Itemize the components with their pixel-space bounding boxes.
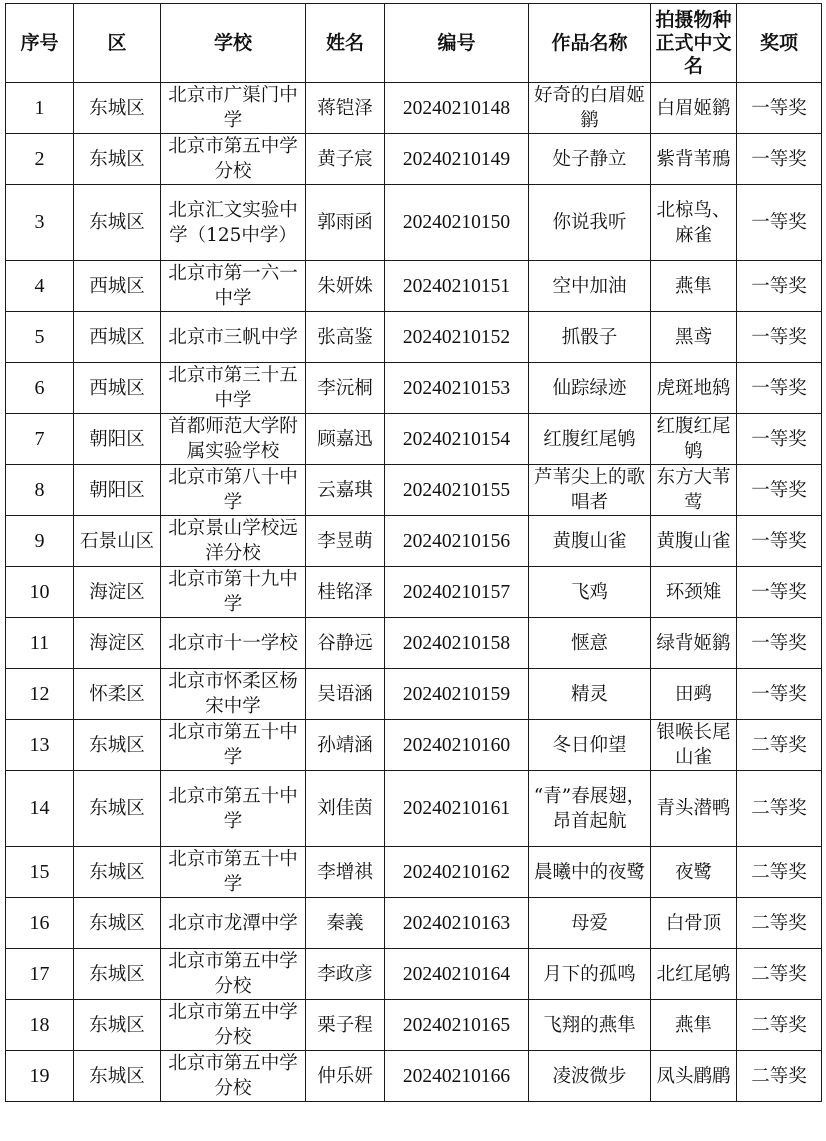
cell-name: 秦義 — [306, 898, 385, 949]
header-work-title: 作品名称 — [529, 4, 651, 83]
cell-school: 北京市第三十五中学 — [161, 363, 306, 414]
table-row — [6, 567, 822, 618]
cell-award: 一等奖 — [737, 414, 822, 465]
cell-award: 一等奖 — [737, 567, 822, 618]
cell-code: 20240210166 — [385, 1051, 529, 1102]
cell-index: 15 — [6, 847, 74, 898]
cell-work-title: “青”春展翅，昂首起航 — [529, 771, 651, 847]
header-district: 区 — [74, 4, 161, 83]
cell-index: 19 — [6, 1051, 74, 1102]
cell-district: 朝阳区 — [74, 414, 161, 465]
award-table — [5, 3, 822, 1102]
cell-code: 20240210150 — [385, 185, 529, 261]
cell-code: 20240210159 — [385, 669, 529, 720]
cell-work-title: 好奇的白眉姬鹟 — [529, 83, 651, 134]
cell-school: 北京市第五中学分校 — [161, 1051, 306, 1102]
cell-name: 李增祺 — [306, 847, 385, 898]
cell-award: 一等奖 — [737, 261, 822, 312]
cell-species: 燕隼 — [651, 261, 737, 312]
cell-code: 20240210161 — [385, 771, 529, 847]
cell-species: 北红尾鸲 — [651, 949, 737, 1000]
cell-work-title: 惬意 — [529, 618, 651, 669]
table-row — [6, 134, 822, 185]
cell-index: 14 — [6, 771, 74, 847]
cell-species: 东方大苇莺 — [651, 465, 737, 516]
cell-code: 20240210157 — [385, 567, 529, 618]
cell-code: 20240210160 — [385, 720, 529, 771]
cell-district: 西城区 — [74, 363, 161, 414]
cell-index: 7 — [6, 414, 74, 465]
cell-work-title: 仙踪绿迹 — [529, 363, 651, 414]
table-row — [6, 898, 822, 949]
cell-index: 16 — [6, 898, 74, 949]
cell-district: 东城区 — [74, 949, 161, 1000]
cell-work-title: 凌波微步 — [529, 1051, 651, 1102]
cell-work-title: 冬日仰望 — [529, 720, 651, 771]
cell-school: 北京市第五十中学 — [161, 771, 306, 847]
cell-code: 20240210152 — [385, 312, 529, 363]
cell-index: 1 — [6, 83, 74, 134]
cell-district: 西城区 — [74, 261, 161, 312]
cell-species: 燕隼 — [651, 1000, 737, 1051]
cell-district: 东城区 — [74, 771, 161, 847]
cell-name: 李政彦 — [306, 949, 385, 1000]
cell-award: 一等奖 — [737, 185, 822, 261]
header-school: 学校 — [161, 4, 306, 83]
cell-name: 李昱萌 — [306, 516, 385, 567]
cell-name: 仲乐妍 — [306, 1051, 385, 1102]
cell-name: 蒋铠泽 — [306, 83, 385, 134]
cell-species: 绿背姬鹟 — [651, 618, 737, 669]
cell-species: 白眉姬鹟 — [651, 83, 737, 134]
table-row — [6, 414, 822, 465]
cell-species: 凤头鹛鹛 — [651, 1051, 737, 1102]
cell-species: 北椋鸟、麻雀 — [651, 185, 737, 261]
cell-work-title: 空中加油 — [529, 261, 651, 312]
header-species: 拍摄物种正式中文名 — [651, 4, 737, 83]
cell-district: 东城区 — [74, 847, 161, 898]
cell-award: 一等奖 — [737, 618, 822, 669]
cell-award: 一等奖 — [737, 516, 822, 567]
cell-name: 李沅桐 — [306, 363, 385, 414]
table-row — [6, 771, 822, 847]
table-row — [6, 1051, 822, 1102]
cell-index: 3 — [6, 185, 74, 261]
cell-index: 6 — [6, 363, 74, 414]
cell-name: 吴语涵 — [306, 669, 385, 720]
cell-name: 云嘉琪 — [306, 465, 385, 516]
cell-index: 2 — [6, 134, 74, 185]
cell-species: 黑鸢 — [651, 312, 737, 363]
cell-species: 黄腹山雀 — [651, 516, 737, 567]
cell-code: 20240210148 — [385, 83, 529, 134]
cell-school: 北京市龙潭中学 — [161, 898, 306, 949]
header-award: 奖项 — [737, 4, 822, 83]
cell-name: 张高鉴 — [306, 312, 385, 363]
cell-district: 东城区 — [74, 898, 161, 949]
cell-district: 东城区 — [74, 83, 161, 134]
cell-school: 北京市广渠门中学 — [161, 83, 306, 134]
table-row — [6, 516, 822, 567]
cell-award: 一等奖 — [737, 312, 822, 363]
cell-school: 北京市第五中学分校 — [161, 949, 306, 1000]
cell-district: 东城区 — [74, 134, 161, 185]
cell-name: 顾嘉迅 — [306, 414, 385, 465]
cell-district: 西城区 — [74, 312, 161, 363]
cell-school: 北京市第八十中学 — [161, 465, 306, 516]
cell-name: 黄子宸 — [306, 134, 385, 185]
cell-district: 东城区 — [74, 1000, 161, 1051]
cell-code: 20240210163 — [385, 898, 529, 949]
cell-school: 北京市怀柔区杨宋中学 — [161, 669, 306, 720]
cell-school: 北京市第五中学分校 — [161, 1000, 306, 1051]
cell-name: 郭雨函 — [306, 185, 385, 261]
cell-work-title: 芦苇尖上的歌唱者 — [529, 465, 651, 516]
table-header-row — [6, 4, 822, 83]
cell-school: 首都师范大学附属实验学校 — [161, 414, 306, 465]
cell-work-title: 抓骰子 — [529, 312, 651, 363]
cell-district: 海淀区 — [74, 618, 161, 669]
cell-index: 4 — [6, 261, 74, 312]
cell-award: 一等奖 — [737, 363, 822, 414]
cell-species: 环颈雉 — [651, 567, 737, 618]
cell-district: 东城区 — [74, 185, 161, 261]
table-row — [6, 465, 822, 516]
cell-species: 田鹀 — [651, 669, 737, 720]
cell-work-title: 你说我听 — [529, 185, 651, 261]
cell-name: 孙靖涵 — [306, 720, 385, 771]
cell-school: 北京市第五中学分校 — [161, 134, 306, 185]
cell-work-title: 飞鸡 — [529, 567, 651, 618]
cell-school: 北京市第十九中学 — [161, 567, 306, 618]
cell-species: 夜鹭 — [651, 847, 737, 898]
cell-name: 栗子程 — [306, 1000, 385, 1051]
table-row — [6, 669, 822, 720]
cell-name: 刘佳茵 — [306, 771, 385, 847]
cell-code: 20240210151 — [385, 261, 529, 312]
cell-name: 桂铭泽 — [306, 567, 385, 618]
cell-code: 20240210154 — [385, 414, 529, 465]
cell-code: 20240210162 — [385, 847, 529, 898]
cell-index: 10 — [6, 567, 74, 618]
table-row — [6, 312, 822, 363]
cell-school: 北京市第一六一中学 — [161, 261, 306, 312]
cell-award: 二等奖 — [737, 898, 822, 949]
cell-code: 20240210149 — [385, 134, 529, 185]
cell-index: 18 — [6, 1000, 74, 1051]
cell-index: 5 — [6, 312, 74, 363]
cell-award: 二等奖 — [737, 1051, 822, 1102]
cell-school: 北京市第五十中学 — [161, 720, 306, 771]
cell-index: 9 — [6, 516, 74, 567]
cell-district: 东城区 — [74, 720, 161, 771]
cell-award: 一等奖 — [737, 134, 822, 185]
cell-species: 银喉长尾山雀 — [651, 720, 737, 771]
award-list-sheet — [5, 3, 821, 1102]
cell-species: 紫背苇鳽 — [651, 134, 737, 185]
cell-species: 虎斑地鸫 — [651, 363, 737, 414]
cell-school: 北京汇文实验中学（125中学） — [161, 185, 306, 261]
table-row — [6, 949, 822, 1000]
cell-species: 白骨顶 — [651, 898, 737, 949]
cell-award: 二等奖 — [737, 1000, 822, 1051]
header-index: 序号 — [6, 4, 74, 83]
cell-work-title: 母爱 — [529, 898, 651, 949]
cell-work-title: 红腹红尾鸲 — [529, 414, 651, 465]
cell-district: 东城区 — [74, 1051, 161, 1102]
table-row — [6, 618, 822, 669]
cell-district: 朝阳区 — [74, 465, 161, 516]
cell-district: 海淀区 — [74, 567, 161, 618]
cell-code: 20240210165 — [385, 1000, 529, 1051]
cell-award: 一等奖 — [737, 465, 822, 516]
cell-award: 二等奖 — [737, 847, 822, 898]
table-row — [6, 363, 822, 414]
cell-district: 石景山区 — [74, 516, 161, 567]
cell-award: 二等奖 — [737, 949, 822, 1000]
cell-index: 11 — [6, 618, 74, 669]
cell-index: 17 — [6, 949, 74, 1000]
cell-name: 朱妍姝 — [306, 261, 385, 312]
cell-name: 谷静远 — [306, 618, 385, 669]
cell-code: 20240210164 — [385, 949, 529, 1000]
cell-species: 红腹红尾鸲 — [651, 414, 737, 465]
table-row — [6, 1000, 822, 1051]
cell-work-title: 晨曦中的夜鹭 — [529, 847, 651, 898]
header-code: 编号 — [385, 4, 529, 83]
cell-work-title: 飞翔的燕隼 — [529, 1000, 651, 1051]
cell-species: 青头潜鸭 — [651, 771, 737, 847]
cell-award: 二等奖 — [737, 720, 822, 771]
cell-work-title: 精灵 — [529, 669, 651, 720]
table-row — [6, 261, 822, 312]
cell-index: 8 — [6, 465, 74, 516]
cell-work-title: 黄腹山雀 — [529, 516, 651, 567]
table-row — [6, 83, 822, 134]
cell-award: 一等奖 — [737, 83, 822, 134]
cell-school: 北京景山学校远洋分校 — [161, 516, 306, 567]
cell-code: 20240210155 — [385, 465, 529, 516]
table-row — [6, 847, 822, 898]
cell-code: 20240210153 — [385, 363, 529, 414]
cell-school: 北京市三帆中学 — [161, 312, 306, 363]
header-name: 姓名 — [306, 4, 385, 83]
cell-work-title: 处子静立 — [529, 134, 651, 185]
cell-school: 北京市第五十中学 — [161, 847, 306, 898]
cell-code: 20240210158 — [385, 618, 529, 669]
cell-award: 一等奖 — [737, 669, 822, 720]
cell-school: 北京市十一学校 — [161, 618, 306, 669]
cell-index: 13 — [6, 720, 74, 771]
cell-code: 20240210156 — [385, 516, 529, 567]
cell-work-title: 月下的孤鸣 — [529, 949, 651, 1000]
table-row — [6, 720, 822, 771]
cell-award: 二等奖 — [737, 771, 822, 847]
table-row — [6, 185, 822, 261]
cell-district: 怀柔区 — [74, 669, 161, 720]
cell-index: 12 — [6, 669, 74, 720]
